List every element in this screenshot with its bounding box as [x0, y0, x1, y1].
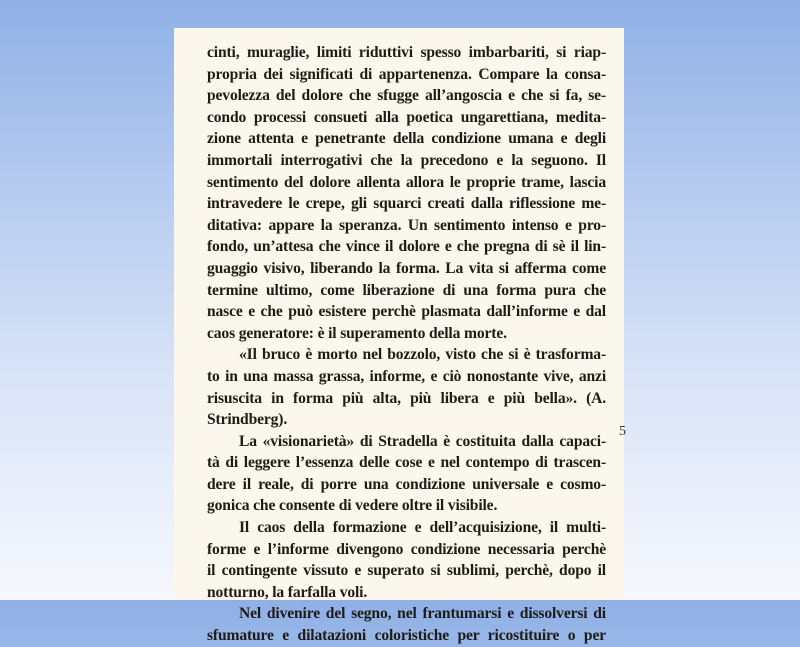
text-line: Strindberg).	[207, 411, 288, 429]
text-line: notturno, la farfalla voli.	[207, 583, 368, 601]
text-line: nasce e che può esistere perchè plasmata dall’informe e dal	[207, 303, 606, 321]
page-text-body	[207, 42, 606, 647]
text-line: ditativa: appare la speranza. Un sentimento intenso e pro-	[207, 216, 606, 234]
text-line: Il caos della formazione e dell’acquisizione, il multi-	[239, 519, 606, 537]
text-line: condo processi consueti alla poetica ungarettiana, medita-	[207, 108, 606, 126]
text-line: sfumature e dilatazioni coloristiche per ricostituire o per	[207, 627, 606, 645]
text-line: «Il bruco è morto nel bozzolo, visto che si è trasforma-	[239, 346, 606, 364]
stray-mark: 5	[619, 424, 626, 439]
text-line: pevolezza del dolore che sfugge all’angoscia e che si fa, se-	[207, 87, 606, 105]
text-line: cinti, muraglie, limiti riduttivi spesso imbarbariti, si riap-	[207, 44, 606, 61]
text-line: guaggio visivo, liberando la forma. La vita si afferma come	[207, 259, 606, 277]
text-line: Nel divenire del segno, nel frantumarsi e dissolversi di	[239, 605, 606, 623]
text-line: La «visionarietà» di Stradella è costituita dalla capaci-	[239, 432, 606, 450]
text-line: to in una massa grassa, informe, e ciò nonostante vive, anzi	[207, 367, 606, 385]
text-line: tà di leggere l’essenza delle cose e nel contempo di trascen-	[207, 454, 606, 472]
text-line: zione attenta e penetrante della condizione umana e degli	[207, 130, 606, 148]
text-line: gonica che consente di vedere oltre il visibile.	[207, 497, 498, 515]
text-line: termine ultimo, come liberazione di una forma pura che	[207, 281, 606, 299]
text-line: fondo, un’attesa che vince il dolore e che pregna di sè il lin-	[207, 238, 606, 256]
text-line: il contingente vissuto e superato si sublimi, perchè, dopo il	[207, 562, 606, 580]
scanned-book-page	[174, 28, 624, 645]
text-line: caos generatore: è il superamento della morte.	[207, 324, 507, 342]
text-line: propria dei significati di appartenenza. Compare la consa-	[207, 65, 606, 83]
text-line: sentimento del dolore allenta allora le proprie trame, lascia	[207, 173, 606, 191]
text-line: forme e l’informe divengono condizione necessaria perchè	[207, 540, 606, 558]
text-line: intravedere le crepe, gli squarci creati dalla riflessione me-	[207, 195, 606, 213]
text-line: dere il reale, di porre una condizione universale e cosmo-	[207, 475, 606, 493]
text-line: immortali interrogativi che la precedono e la seguono. Il	[207, 151, 606, 169]
text-line: risuscita in forma più alta, più libera e più bella». (A.	[207, 389, 606, 407]
